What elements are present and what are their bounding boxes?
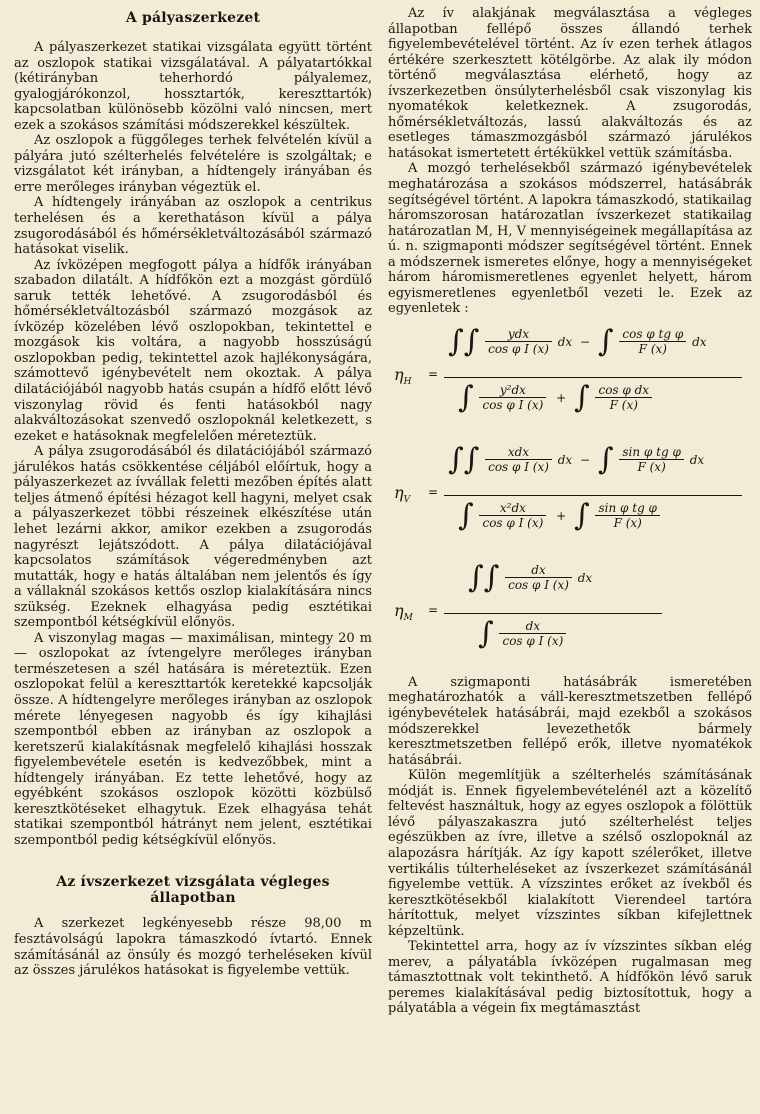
paragraph: A hídtengely irányában az oszlopok a centrikus terhelésen és a kerethatáson kívül a pálya zsugorodásából és hőmérsékletváltozásából származó hatásokat viselik.	[14, 195, 372, 258]
eq-denominator: ∫ $\frac{\text{x²dx}}{\text{cos φ I (x)}}$ + ∫ $\frac{\text{sin φ tg φ}}{F (x)}$	[458, 501, 742, 551]
section-heading-ivszerkezet: Az ívszerkezet vizsgálata végleges állapotban	[56, 874, 330, 907]
paragraph: A pálya zsugorodásából és dilatációjából származó járulékos hatás csökkentése céljából előírtuk, hogy a pályaszerkezet az ívvállak feletti mezőben építés alatt teljes átmenő építési hézagot kell hagyni, melyet csak a pályaszerkezet többi részeinek elkészítése után lehet lezárni akkor, amikor ezekben a zsugorodás nagyrészt lejátszódott. A pálya dilatációjával kapcsolatos számítások végeredményben azt mutatták, hogy e hatás általában nem jelentős és így a vállaknál szokásos kettős oszlop kialakítására nincs szükség. Ezeknek elhagyása pedig esztétikai szempontból kétségkívül előnyös.	[14, 444, 372, 631]
paragraph: Az ív alakjának megválasztása a végleges állapotban fellépő összes állandó terhek figyelembevételével történt. Az ív ezen terhek átlagos értékére szerkesztett kötélgörbe. Az alak ily módon történő megválasztása elérhető, hogy az ívszerkezetben önsúlyterhelésből csak viszonylag kis nyomatékok keletkeznek. A zsugorodás, hőmérsékletváltozás, lassú alakváltozás és az esetleges támaszmozgásból származó járulékos hatásokat ismertetett értékükkel vettük számításba.	[388, 6, 752, 161]
left-column	[14, 6, 372, 979]
paragraph: A szerkezet legkényesebb része 98,00 m fesztávolságú lapokra támaszkodó ívtartó. Ennek számításánál az önsúly és mozgó terheléseken kívül az összes járulékos hatásokat is figyelembe vettük.	[14, 916, 372, 979]
paragraph: A mozgó terhelésekből származó igénybevételek meghatározása a szokásos módszerrel, hatásábrák segítségével történt. A lapokra támaszkodó, statikailag háromszorosan határozatlan ívszerkezet statikailag határozatlan M, H, V mennyiségeinek megállapítása az ú. n. szigmaponti módszer segítségével történt. Ennek a módszernek ismeretes előnye, hogy a mennyiségeket három háromismeretlenes egyenlet helyett, három egyismeretlenes egyenletből vezeti le. Ezek az egyenletek :	[388, 161, 752, 317]
paragraph: A szigmaponti hatásábrák ismeretében meghatározhatók a váll-keresztmetszetben fellépő igénybevételek hatásábrái, majd ezekből a szokásos módszerekkel levezethetők bármely keresztmetszetben fellépő erők, illetve nyomatékok hatásábrái.	[388, 674, 752, 768]
eq-lhs: $\eta_V$	[394, 482, 411, 506]
eq-lhs: $\eta_H$	[394, 364, 412, 388]
eq-numerator: ∫∫ $\frac{\text{ydx}}{\text{cos φ I (x)}}$ dx − ∫ $\frac{\text{cos φ tg φ}}{F (x)}$ dx	[448, 323, 707, 359]
eq-equals: =	[428, 366, 439, 381]
paragraph: Tekintettel arra, hogy az ív vízszintes síkban elég merev, a pályatábla ívközépen rugalmasan meg támasztottnak volt tekinthető. A hídfőkön lévő saruk peremes kialakításával pedig biztosítottuk, hogy a pályatábla a végein fix megtámasztást	[388, 939, 752, 1017]
eq-numerator: ∫∫ $\frac{\text{xdx}}{\text{cos φ I (x)}}$ dx − ∫ $\frac{\text{sin φ tg φ}}{F (x)}$ dx	[448, 441, 705, 477]
eq-denominator: ∫ $\frac{dx}{\text{cos φ I (x)}}$	[478, 619, 742, 669]
eq-denominator: ∫ $\frac{\text{y²dx}}{\text{cos φ I (x)}}$ + ∫ $\frac{\text{cos φ dx}}{F (x)}$	[458, 383, 742, 433]
eq-lhs: $\eta_M$	[394, 600, 413, 624]
equation-eta-v	[388, 439, 752, 553]
section-heading-palyaszerkezet: A pályaszerkezet	[125, 10, 261, 26]
equation-eta-m	[388, 557, 752, 671]
paragraph: Az oszlopok a függőleges terhek felvételén kívül a pályára jutó szélterhelés felvételére is szolgáltak; e vizsgálatot két irányban, a hídtengely irányában és erre merőleges irányban végeztük el.	[14, 133, 372, 195]
equation-eta-h	[388, 321, 752, 435]
eq-equals: =	[428, 602, 439, 617]
eq-numerator: ∫∫ $\frac{dx}{\text{cos φ I (x)}}$ dx	[468, 559, 593, 595]
paragraph: A viszonylag magas — maximálisan, mintegy 20 m — oszlopokat az ívtengelyre merőleges irányban természetesen a szél hatására is méreteztük. Ezen oszlopokat felül a kereszttartók keretekké kapcsolják össze. A hídtengelyre merőleges irányban az oszlopok mérete lényegesen nagyobb és így kihajlási szempontból ebben az irányban az oszlopok a keretszerű kialakításnak megfelelő kihajlási hosszak figyelembevétele esetén is kedvezőbbek, mint a hídtengely irányában. Ez tette lehetővé, hogy az egyébként szokásos oszlopok közötti közbülső keresztkötéseket elhagytuk. Ezek elhagyása tehát statikai szempontból hátrányt nem jelent, esztétikai szempontból pedig kétségkívül előnyös.	[14, 630, 372, 848]
eq-equals: =	[428, 484, 439, 499]
paragraph: A pályaszerkezet statikai vizsgálata együtt történt az oszlopok statikai vizsgálatával. A pályatartókkal (kétirányban teherhordó pályalemez, gyalogjárókonzol, hossztartók, kereszttartók) kapcsolatban különösebb közölni való nincsen, mert ezek a szokásos számítási módszerekkel készültek.	[14, 40, 372, 133]
paragraph: Az ívközépen megfogott pálya a hídfők irányában szabadon dilatált. A hídfőkön ezt a mozgást gördülő saruk tették lehetővé. A zsugorodásból és hőmérsékletváltozásból származó mozgások az ívközép közelében lévő oszlopokban, tekintettel e mozgások kis voltára, a nagyobb hosszúságú oszlopokban pedig, tekintettel azok hajlékonyságára, számottevő igénybevételt nem okoztak. A pálya dilatációjából nagyobb hatás csupán a hídfő előtt lévő viszonylag rövid és fenti hatásokból nagy alakváltozásokat szenvedő oszlopoknál keletkezett, s ezeket e hatásoknak megfelelően méreteztük.	[14, 257, 372, 444]
right-column	[388, 6, 752, 1017]
paragraph: Külön megemlítjük a szélterhelés számításának módját is. Ennek figyelembevételénél azt a közelítő feltevést használtuk, hogy az egyes oszlopok a fölöttük lévő pályaszakaszra jutó szélterhelést teljes egészükben az ívre, illetve a szélső oszlopoknál az alapozásra hárítják. Az így kapott szélerőket, illetve vertikális túlterheléseket az ívszerkezet számításánál figyelembe vettük. A vízszintes erőket az ívekből és keresztkötésekből kialakított Vierendeel tartóra hárítottuk, melyet vízszintes síkban kifejlettnek képzeltünk.	[388, 768, 752, 939]
